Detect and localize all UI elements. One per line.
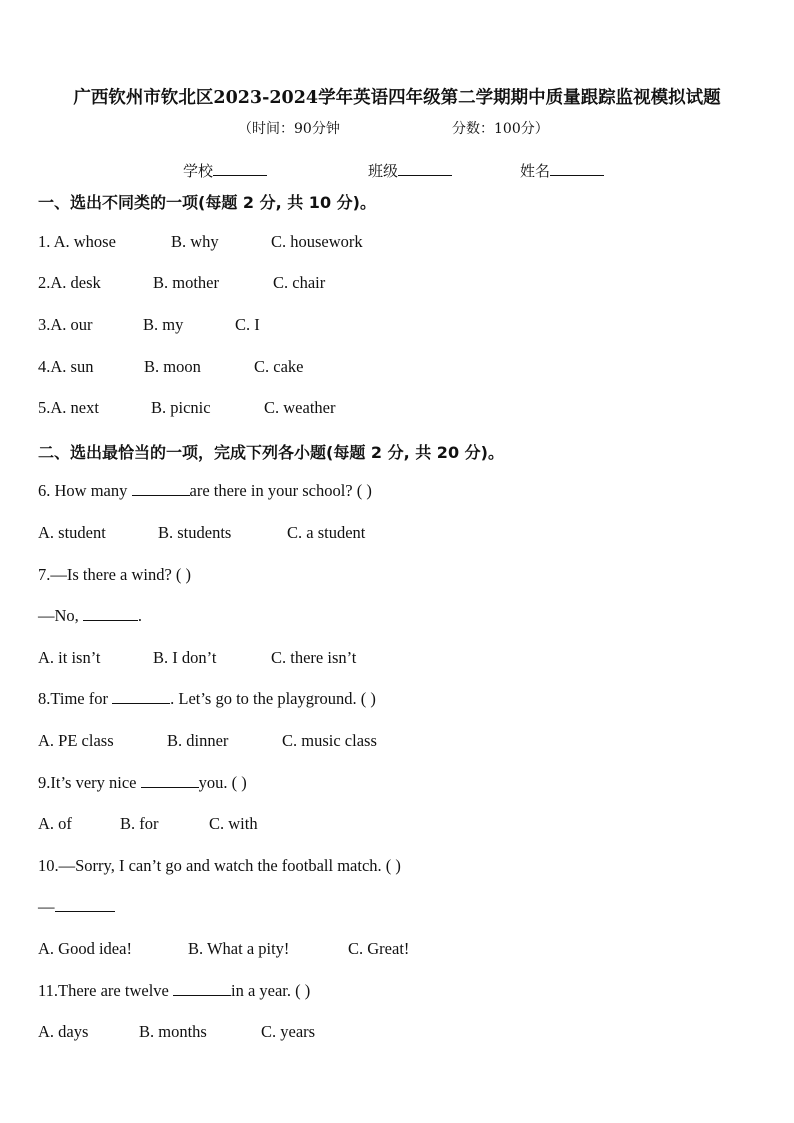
q4-option-a: 4.A. sun <box>38 357 94 376</box>
q6-option-a: A. student <box>38 523 106 542</box>
q8-option-c: C. music class <box>282 731 377 750</box>
question-2 <box>0 273 794 297</box>
q11-option-a: A. days <box>38 1022 89 1041</box>
q10-option-c: C. Great! <box>348 939 410 958</box>
q3-option-a: 3.A. our <box>38 315 93 334</box>
q11-stem-start: 11.There are twelve <box>38 981 173 1000</box>
q2-option-c: C. chair <box>273 273 326 292</box>
question-3 <box>0 315 794 339</box>
q10-option-b: B. What a pity! <box>188 939 290 958</box>
class-field <box>368 160 452 181</box>
q6-option-c: C. a student <box>287 523 366 542</box>
q1-option-b: B. why <box>171 232 219 251</box>
question-7-text: 7.—Is there a wind? ( ) <box>38 565 192 584</box>
question-6-text <box>38 481 372 501</box>
question-10-text: 10.—Sorry, I can’t go and watch the football match. ( ) <box>38 856 401 875</box>
q9-stem-end: you. ( ) <box>198 773 247 792</box>
q3-option-c: C. I <box>235 315 260 334</box>
question-7-reply <box>38 606 142 626</box>
q8-blank <box>112 689 170 704</box>
question-6-options <box>0 523 794 547</box>
question-4 <box>0 357 794 381</box>
question-1 <box>0 232 794 256</box>
question-8-options <box>0 731 794 755</box>
q7-reply-end: . <box>137 606 143 625</box>
q5-option-b: B. picnic <box>151 398 211 417</box>
question-10-options <box>0 939 794 963</box>
q6-option-b: B. students <box>158 523 232 542</box>
school-blank <box>213 161 267 176</box>
class-label: 班级 <box>368 162 399 180</box>
question-7-options <box>0 648 794 672</box>
q11-blank <box>173 981 231 996</box>
q5-option-c: C. weather <box>264 398 336 417</box>
exam-time: （时间：90分钟 <box>238 121 340 137</box>
q7-option-c: C. there isn’t <box>271 648 357 667</box>
q9-option-b: B. for <box>120 814 159 833</box>
question-11-options <box>0 1022 794 1046</box>
question-11-text <box>38 981 310 1001</box>
page-title: 广西钦州市钦北区2023-2024学年英语四年级第二学期期中质量跟踪监视模拟试题 <box>73 88 721 108</box>
question-9-options <box>0 814 794 838</box>
q7-option-b: B. I don’t <box>153 648 217 667</box>
school-field <box>183 160 267 181</box>
q7-option-a: A. it isn’t <box>38 648 101 667</box>
q9-option-a: A. of <box>38 814 72 833</box>
q6-blank <box>132 481 190 496</box>
question-8-text <box>38 689 376 709</box>
q10-reply-start: — <box>38 897 55 916</box>
q7-blank <box>83 606 138 621</box>
q8-option-a: A. PE class <box>38 731 114 750</box>
question-10-reply <box>38 897 115 917</box>
q11-stem-end: in a year. ( ) <box>230 981 311 1000</box>
section2-heading: 二、选出最恰当的一项，完成下列各小题(每题 2 分, 共 20 分)。 <box>38 443 504 462</box>
q2-option-a: 2.A. desk <box>38 273 101 292</box>
question-5 <box>0 398 794 422</box>
q7-reply-start: —No, <box>38 606 83 625</box>
exam-score: 分数：100分） <box>452 121 549 137</box>
q10-option-a: A. Good idea! <box>38 939 132 958</box>
name-field <box>520 160 604 181</box>
q11-option-b: B. months <box>139 1022 207 1041</box>
q9-option-c: C. with <box>209 814 258 833</box>
q11-option-c: C. years <box>261 1022 316 1041</box>
q4-option-c: C. cake <box>254 357 304 376</box>
name-blank <box>550 161 604 176</box>
q1-option-c: C. housework <box>271 232 363 251</box>
q6-stem-end: are there in your school? ( ) <box>189 481 372 500</box>
q2-option-b: B. mother <box>153 273 219 292</box>
q6-stem-start: 6. How many <box>38 481 132 500</box>
q9-stem-start: 9.It’s very nice <box>38 773 141 792</box>
q8-stem-start: 8.Time for <box>38 689 113 708</box>
q4-option-b: B. moon <box>144 357 201 376</box>
q1-option-a: 1. A. whose <box>38 232 116 251</box>
name-label: 姓名 <box>520 162 551 180</box>
school-label: 学校 <box>183 162 214 180</box>
q8-stem-end: . Let’s go to the playground. ( ) <box>170 689 376 708</box>
question-9-text <box>38 773 247 793</box>
q9-blank <box>141 773 199 788</box>
q3-option-b: B. my <box>143 315 184 334</box>
section1-heading: 一、选出不同类的一项(每题 2 分, 共 10 分)。 <box>38 193 376 212</box>
q5-option-a: 5.A. next <box>38 398 99 417</box>
q10-blank <box>55 897 115 912</box>
q8-option-b: B. dinner <box>167 731 229 750</box>
class-blank <box>398 161 452 176</box>
